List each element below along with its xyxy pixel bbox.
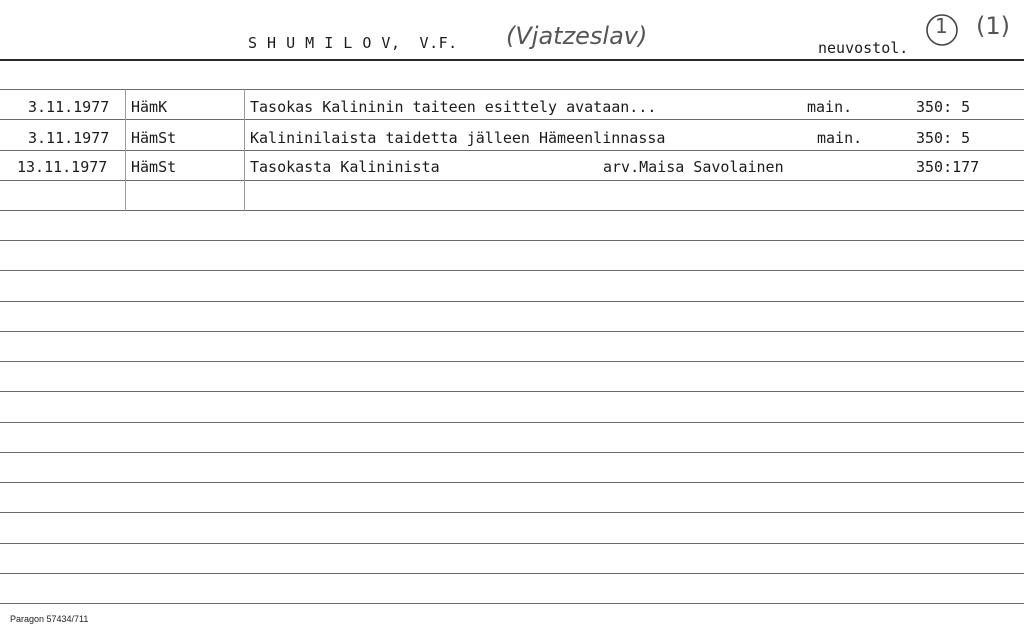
entry-date: 13.11.1977 — [17, 158, 108, 176]
ruled-line — [0, 240, 1024, 241]
ruled-line — [0, 361, 1024, 362]
bracket-number: (1) — [976, 12, 1010, 40]
ruled-line — [0, 301, 1024, 302]
ruled-line — [0, 210, 1024, 211]
ruled-line — [0, 119, 1024, 120]
ruled-line — [0, 89, 1024, 90]
entry-note: main. — [807, 98, 853, 116]
ruled-line — [0, 150, 1024, 151]
ruled-line — [0, 603, 1024, 604]
entry-date: 3.11.1977 — [28, 98, 110, 116]
entry-title: Tasokasta Kalininista — [250, 158, 440, 176]
ruled-line — [0, 512, 1024, 513]
entry-title: Tasokas Kalininin taiteen esittely avataan... — [250, 98, 657, 116]
ruled-line — [0, 331, 1024, 332]
entry-note: arv.Maisa Savolainen — [603, 158, 784, 176]
entry-source: HämK — [131, 98, 168, 116]
printer-imprint: Paragon 57434/711 — [10, 614, 89, 624]
ruled-line — [0, 452, 1024, 453]
card-entry — [0, 95, 1024, 119]
ruled-line — [0, 391, 1024, 392]
ruled-line — [0, 270, 1024, 271]
ruled-line — [0, 573, 1024, 574]
entry-date: 3.11.1977 — [28, 129, 110, 147]
entry-ref: 350:177 — [916, 158, 980, 176]
card-entry — [0, 126, 1024, 150]
card-entry — [0, 155, 1024, 179]
entry-title: Kalininilaista taidetta jälleen Hämeenlinnassa — [250, 129, 666, 147]
circled-number: 1 — [935, 14, 948, 38]
entry-note: main. — [817, 129, 863, 147]
entry-source: HämSt — [131, 158, 177, 176]
entry-ref: 350: 5 — [916, 98, 971, 116]
ruled-line — [0, 482, 1024, 483]
entry-ref: 350: 5 — [916, 129, 971, 147]
entry-source: HämSt — [131, 129, 177, 147]
handwritten-first-name: (Vjatzeslav) — [506, 22, 648, 50]
ruled-line — [0, 543, 1024, 544]
person-name: S H U M I L O V, V.F. — [248, 34, 458, 52]
header-rule — [0, 59, 1024, 61]
classification-label: neuvostol. — [818, 39, 909, 57]
ruled-line — [0, 180, 1024, 181]
ruled-line — [0, 422, 1024, 423]
